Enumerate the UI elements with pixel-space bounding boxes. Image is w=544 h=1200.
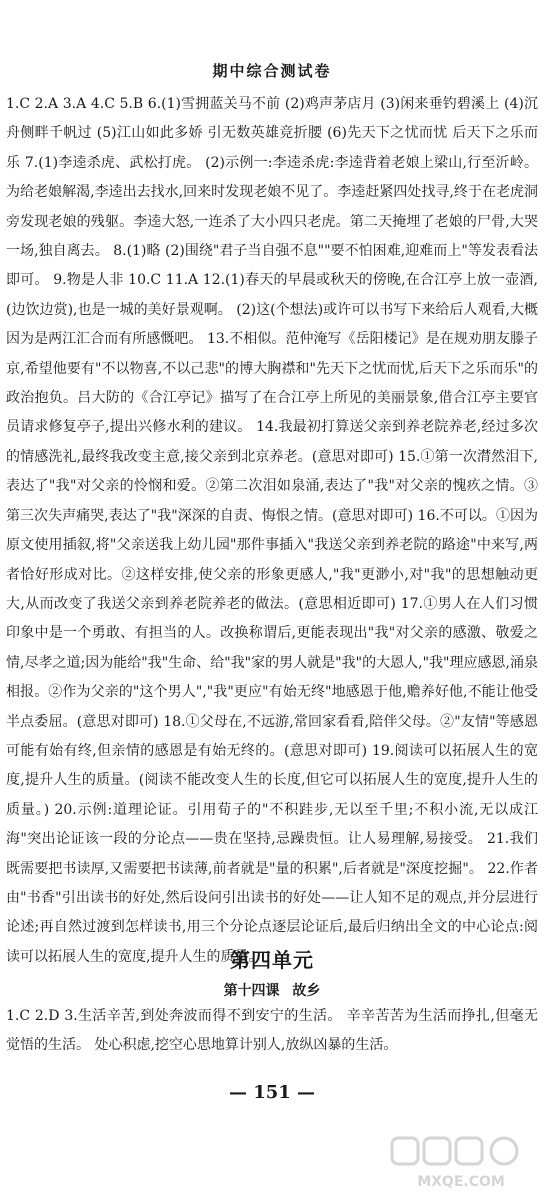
exam-title: 期中综合测试卷 <box>212 62 332 80</box>
answer-paragraph: 1.C 2.A 3.A 4.C 5.B 6.(1)雪拥蓝关马不前 (2)鸡声茅店月 (3)闲来垂钓碧溪上 (4)沉舟侧畔千帆过 (5)江山如此多娇 引无数英雄竞折腰 (6)先天下之忧而忧 后天下之乐而乐 7.(1)李逵杀虎、武松打虎。 (2)示例一:李逵杀虎:李逵背着老娘上梁山,行至沂岭。为给老娘解渴,李逵出去找水,回来时发现老娘不见了。李逵赶紧四处找寻,终于在老虎洞旁发现老娘的残躯。李逵大怒,一连杀了大小四只老虎。第二天掩埋了老娘的尸骨,大哭一场,独自离去。 8.(1)略 (2)围绕"君子当自强不息""要不怕困难,迎难而上"等发表看法即可。 9.物是人非 10.C 11.A 12.(1)春天的早晨或秋天的傍晚,在合江亭上放一壶酒,(边饮边赏),也是一城的美好景观啊。 (2)这(个想法)或许可以书写下来给后人观看,大概因为是两江汇合而有所感慨吧。 13.不相似。范仲淹写《岳阳楼记》是在规劝朋友滕子京,希望他要有"不以物喜,不以己悲"的博大胸襟和"先天下之忧而忧,后天下之乐而乐"的政治抱负。吕大防的《合江亭记》描写了在合江亭上所见的美丽景象,借合江亭主要官员请求修复亭子,提出兴修水利的建议。 14.我最初打算送父亲到养老院养老,经过多次的情感洗礼,最终我改变主意,接父亲到北京养老。(意思对即可) 15.①第一次潸然泪下,表达了"我"对父亲的怜悯和爱。②第二次泪如泉涌,表达了"我"对父亲的愧疚之情。③第三次失声痛哭,表达了"我"深深的自责、悔恨之情。(意思对即可) 16.不可以。①因为原文使用插叙,将"父亲送我上幼儿园"那件事插入"我送父亲到养老院的路途"中来写,两者恰好形成对比。②这样安排,使父亲的形象更感人,"我"更渺小,对"我"的思想触动更大,从而改变了我送父亲到养老院养老的做法。(意思相近即可) 17.①男人在人们习惯印象中是一个勇敢、有担当的人。改换称谓后,更能表现出"我"对父亲的感激、敬爱之情,尽孝之道;因为能给"我"生命、给"我"家的男人就是"我"的大恩人,"我"理应感恩,涌泉相报。②作为父亲的"这个男人","我"更应"有始无终"地感恩于他,赡养好他,不能让他受半点委屈。(意思对即可) 18.①父母在,不远游,常回家看看,陪伴父母。②"友情"等感恩可能有始有终,但亲情的感恩是有始无终的。(意思对即可) 19.阅读可以拓展人生的宽度,提升人生的质量。(阅读不能改变人生的长度,但它可以拓展人生的宽度,提升人生的质量。) 20.示例:道理论证。引用荀子的"不积跬步,无以至千里;不积小流,无以成江海"突出论证该一段的分论点——贵在坚持,忌躁贵恒。让人易理解,易接受。 21.我们既需要把书读厚,又需要把书读薄,前者就是"量的积累",后者就是"深度挖掘"。 22.作者由"书香"引出读书的好处,然后设问引出读书的好处——让人知不足的观点,并分层进行论述;再自然过渡到怎样读书,用三个分论点逐层论证后,最后归纳出全文的中心论点:阅读可以拓展人生的宽度,提升人生的质量。 <box>6 96 538 965</box>
unit-heading: 第四单元 <box>230 948 314 972</box>
watermark-logo-icon <box>386 1134 536 1194</box>
lesson-answers <box>6 1002 538 1060</box>
answer-body <box>6 90 538 972</box>
page-number: — 151 — <box>228 1082 316 1103</box>
lesson-paragraph: 1.C 2.D 3.生活辛苦,到处奔波而得不到安宁的生活。 辛辛苦苦为生活而挣扎,但毫无觉悟的生活。 处心积虑,挖空心思地算计别人,放纵凶暴的生活。 <box>6 1008 538 1053</box>
lesson-heading: 第十四课 故乡 <box>223 983 321 999</box>
watermark-text: MXQE.COM <box>417 1174 505 1190</box>
